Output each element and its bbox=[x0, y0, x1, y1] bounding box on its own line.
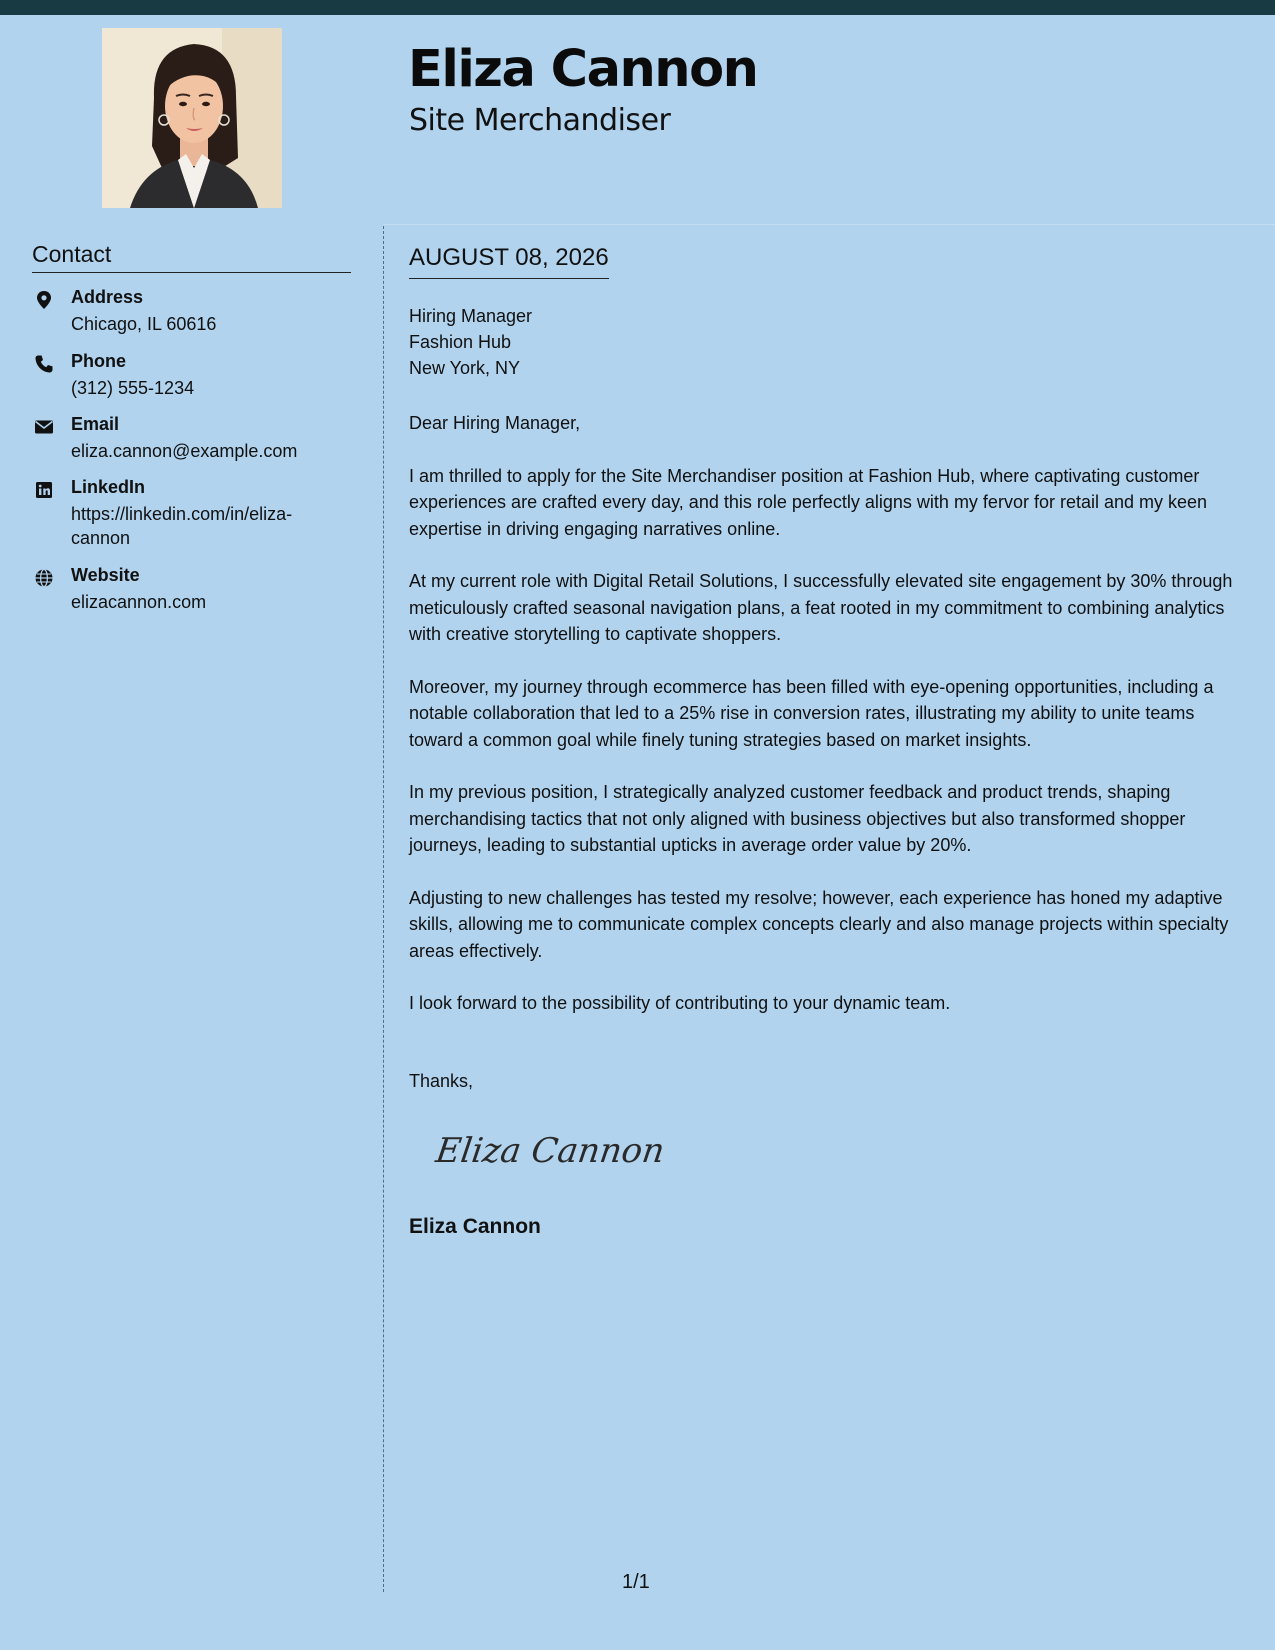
contact-value: eliza.cannon@example.com bbox=[71, 441, 298, 461]
globe-icon bbox=[34, 568, 54, 588]
profile-photo bbox=[102, 28, 282, 208]
map-pin-icon bbox=[34, 290, 54, 310]
recipient-line: New York, NY bbox=[409, 358, 521, 378]
contact-value: https://linkedin.com/in/eliza-cannon bbox=[71, 504, 293, 548]
contact-label: Email bbox=[71, 414, 120, 434]
contact-heading-rule bbox=[32, 272, 351, 273]
body-paragraph: I am thrilled to apply for the Site Merchandiser position at Fashion Hub, where captivating customer experiences are crafted every day, and this role perfectly aligns with my fervor for retail and my keen expertise in driving engaging narratives online. bbox=[409, 465, 1208, 539]
header-divider bbox=[383, 224, 1275, 225]
linkedin-icon bbox=[34, 480, 54, 500]
signature-text: Eliza Cannon bbox=[433, 1131, 667, 1171]
recipient-line: Hiring Manager bbox=[409, 306, 533, 326]
body-paragraph: Moreover, my journey through ecommerce has been filled with eye-opening opportunities, including a notable collaboration that led to a 25% rise in conversion rates, illustrating my ability to unite teams toward a common goal while finely tuning strategies based on market insights. bbox=[409, 676, 1214, 750]
letter-body bbox=[409, 410, 1253, 1043]
salutation: Dear Hiring Manager, bbox=[409, 413, 581, 433]
recipient-block bbox=[409, 303, 532, 381]
body-paragraph: I look forward to the possibility of contributing to your dynamic team. bbox=[409, 993, 951, 1013]
body-paragraph: In my previous position, I strategically analyzed customer feedback and product trends, shaping merchandising tactics that not only aligned with business objectives but also transformed shopper journeys, leading to substantial upticks in average order value by 20%. bbox=[409, 782, 1186, 855]
contact-value: Chicago, IL 60616 bbox=[71, 314, 217, 334]
phone-icon bbox=[34, 354, 54, 374]
page-number: 1/1 bbox=[622, 1571, 650, 1593]
column-divider bbox=[383, 226, 384, 1592]
handwritten-signature bbox=[433, 1124, 667, 1181]
envelope-icon bbox=[34, 417, 54, 437]
body-paragraph: Adjusting to new challenges has tested my resolve; however, each experience has honed my adaptive skills, allowing me to communicate complex concepts clearly and also manage projects within specialty areas effectively. bbox=[409, 887, 1229, 961]
top-bar bbox=[0, 0, 1275, 15]
applicant-title: Site Merchandiser bbox=[409, 103, 671, 138]
signer-name: Eliza Cannon bbox=[409, 1215, 541, 1238]
applicant-name: Eliza Cannon bbox=[408, 40, 758, 99]
contact-value: (312) 555-1234 bbox=[71, 378, 195, 398]
contact-label: LinkedIn bbox=[71, 477, 146, 497]
letter-date: AUGUST 08, 2026 bbox=[409, 244, 609, 279]
recipient-line: Fashion Hub bbox=[409, 332, 512, 352]
contact-label: Address bbox=[71, 287, 144, 307]
contact-heading: Contact bbox=[32, 241, 112, 267]
contact-value: elizacannon.com bbox=[71, 592, 207, 612]
contact-label: Website bbox=[71, 565, 140, 585]
contact-label: Phone bbox=[71, 351, 127, 371]
body-paragraph: At my current role with Digital Retail Solutions, I successfully elevated site engagement by 30% through meticulously crafted seasonal navigation plans, a feat rooted in my commitment to combining analytics with creative storytelling to captivate shoppers. bbox=[409, 571, 1233, 644]
closing: Thanks, bbox=[409, 1071, 474, 1091]
